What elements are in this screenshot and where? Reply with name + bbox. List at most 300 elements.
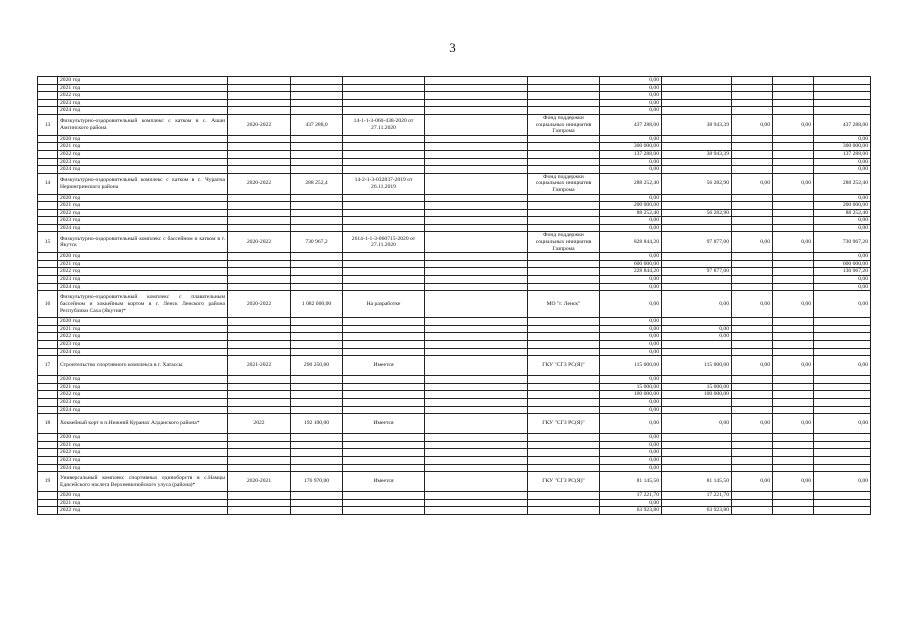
amount-cell: 0,00 — [773, 173, 814, 194]
blank-cell — [425, 291, 528, 318]
blank-cell — [425, 441, 528, 449]
amount-cell — [773, 202, 814, 210]
total-cell: 137 288,00 — [600, 150, 662, 158]
period-cell — [228, 348, 291, 356]
cost-cell — [291, 456, 343, 464]
document-cell — [343, 143, 425, 151]
row-number-cell — [38, 135, 58, 143]
object-name-cell: 2024 год — [58, 166, 228, 174]
table-body — [38, 77, 871, 515]
blank-cell — [425, 356, 528, 376]
period-cell — [228, 84, 291, 92]
total-cell: 0,00 — [600, 456, 662, 464]
amount-cell — [814, 492, 871, 500]
amount-cell — [773, 376, 814, 384]
amount-cell: 0,00 — [662, 291, 732, 318]
amount-cell — [732, 84, 773, 92]
amount-cell — [773, 217, 814, 225]
total-cell: 100 000,00 — [600, 391, 662, 399]
blank-cell — [425, 492, 528, 500]
source-cell — [528, 77, 600, 85]
amount-cell — [773, 348, 814, 356]
period-cell — [228, 441, 291, 449]
amount-cell: 0,00 — [773, 414, 814, 434]
blank-cell — [425, 383, 528, 391]
document-cell — [343, 158, 425, 166]
amount-cell — [732, 143, 773, 151]
amount-cell — [814, 341, 871, 349]
period-cell — [228, 217, 291, 225]
amount-cell: 0,00 — [814, 224, 871, 232]
amount-cell — [773, 99, 814, 107]
cost-cell — [291, 318, 343, 326]
blank-cell — [425, 224, 528, 232]
blank-cell — [425, 158, 528, 166]
total-cell: 0,00 — [600, 107, 662, 115]
blank-cell — [425, 499, 528, 507]
amount-cell: 100 000,00 — [662, 391, 732, 399]
period-cell — [228, 341, 291, 349]
amount-cell — [662, 434, 732, 442]
object-name-cell: 2022 год — [58, 150, 228, 158]
amount-cell — [773, 499, 814, 507]
blank-cell — [425, 449, 528, 457]
row-number-cell — [38, 333, 58, 341]
period-cell — [228, 260, 291, 268]
amount-cell — [732, 158, 773, 166]
table-row — [38, 114, 871, 135]
amount-cell — [662, 166, 732, 174]
document-cell — [343, 135, 425, 143]
amount-cell: 437 288,00 — [814, 114, 871, 135]
table-subrow — [38, 253, 871, 261]
object-name-cell: 2021 год — [58, 260, 228, 268]
total-cell: 228 844,20 — [600, 268, 662, 276]
total-cell: 0,00 — [600, 77, 662, 85]
amount-cell — [773, 92, 814, 100]
period-cell — [228, 499, 291, 507]
amount-cell — [732, 325, 773, 333]
document-cell — [343, 492, 425, 500]
total-cell: 0,00 — [600, 449, 662, 457]
amount-cell — [773, 276, 814, 284]
amount-cell — [662, 276, 732, 284]
blank-cell — [425, 464, 528, 472]
period-cell — [228, 268, 291, 276]
source-cell — [528, 194, 600, 202]
period-cell — [228, 283, 291, 291]
row-number-cell — [38, 434, 58, 442]
table-subrow — [38, 383, 871, 391]
amount-cell: 0,00 — [662, 333, 732, 341]
amount-cell — [662, 376, 732, 384]
amount-cell: 38 943,39 — [662, 150, 732, 158]
cost-cell — [291, 449, 343, 457]
amount-cell — [814, 333, 871, 341]
amount-cell — [773, 150, 814, 158]
source-cell — [528, 449, 600, 457]
amount-cell — [732, 398, 773, 406]
total-cell: 0,00 — [600, 464, 662, 472]
object-name-cell: 2020 год — [58, 434, 228, 442]
period-cell — [228, 507, 291, 515]
total-cell: 0,00 — [600, 414, 662, 434]
document-cell — [343, 456, 425, 464]
amount-cell — [732, 456, 773, 464]
cost-cell: 176 970,00 — [291, 472, 343, 492]
document-cell: На разработке — [343, 291, 425, 318]
amount-cell: 0,00 — [773, 232, 814, 253]
blank-cell — [425, 283, 528, 291]
amount-cell — [773, 253, 814, 261]
amount-cell — [814, 499, 871, 507]
amount-cell — [814, 376, 871, 384]
table-subrow — [38, 268, 871, 276]
table-row — [38, 414, 871, 434]
amount-cell — [773, 441, 814, 449]
amount-cell — [732, 499, 773, 507]
period-cell — [228, 449, 291, 457]
blank-cell — [425, 333, 528, 341]
document-cell: 14-2-1-3-032837-2019 от 26.11.2019 — [343, 173, 425, 194]
document-cell: Имеется — [343, 472, 425, 492]
object-name-cell: 2022 год — [58, 391, 228, 399]
amount-cell — [662, 260, 732, 268]
total-cell: 288 252,40 — [600, 173, 662, 194]
amount-cell — [662, 253, 732, 261]
amount-cell — [662, 449, 732, 457]
object-name-cell: 2023 год — [58, 158, 228, 166]
table-subrow — [38, 464, 871, 472]
period-cell — [228, 158, 291, 166]
document-cell — [343, 449, 425, 457]
amount-cell — [732, 217, 773, 225]
blank-cell — [425, 507, 528, 515]
period-cell — [228, 333, 291, 341]
amount-cell: 15 000,00 — [662, 383, 732, 391]
amount-cell — [773, 283, 814, 291]
row-number-cell — [38, 202, 58, 210]
amount-cell — [773, 492, 814, 500]
document-cell — [343, 507, 425, 515]
document-cell — [343, 406, 425, 414]
amount-cell: 0,00 — [662, 414, 732, 434]
document-cell: 14-1-1-3-060-438-2020 от 27.11.2020 — [343, 114, 425, 135]
amount-cell — [662, 341, 732, 349]
amount-cell: 0,00 — [814, 253, 871, 261]
period-cell — [228, 135, 291, 143]
document-cell — [343, 209, 425, 217]
document-cell — [343, 283, 425, 291]
cost-cell — [291, 84, 343, 92]
amount-cell: 0,00 — [773, 114, 814, 135]
document-cell — [343, 84, 425, 92]
period-cell — [228, 318, 291, 326]
period-cell: 2020-2022 — [228, 232, 291, 253]
object-name-cell: Физкультурно-оздоровительный комплекс с катком в с. Ашан Амгинского района — [58, 114, 228, 135]
cost-cell — [291, 325, 343, 333]
amount-cell — [814, 383, 871, 391]
cost-cell — [291, 202, 343, 210]
blank-cell — [425, 268, 528, 276]
amount-cell — [814, 464, 871, 472]
source-cell — [528, 398, 600, 406]
amount-cell — [732, 318, 773, 326]
amount-cell — [732, 166, 773, 174]
table-subrow — [38, 391, 871, 399]
amount-cell — [773, 464, 814, 472]
amount-cell — [662, 202, 732, 210]
amount-cell: 0,00 — [773, 472, 814, 492]
source-cell — [528, 325, 600, 333]
row-number-cell — [38, 143, 58, 151]
amount-cell — [773, 325, 814, 333]
table-subrow — [38, 84, 871, 92]
amount-cell: 0,00 — [732, 291, 773, 318]
blank-cell — [425, 84, 528, 92]
row-number-cell — [38, 209, 58, 217]
document-cell — [343, 325, 425, 333]
table-subrow — [38, 217, 871, 225]
amount-cell — [732, 449, 773, 457]
document-cell — [343, 398, 425, 406]
period-cell — [228, 434, 291, 442]
amount-cell: 0,00 — [814, 217, 871, 225]
object-name-cell: 2021 год — [58, 383, 228, 391]
amount-cell — [732, 492, 773, 500]
amount-cell: 0,00 — [773, 356, 814, 376]
table-subrow — [38, 99, 871, 107]
table-subrow — [38, 150, 871, 158]
amount-cell — [662, 348, 732, 356]
row-number-cell — [38, 283, 58, 291]
table-subrow — [38, 143, 871, 151]
source-cell: Фонд поддержки социальных инициатив Газпрома — [528, 114, 600, 135]
table-subrow — [38, 333, 871, 341]
period-cell — [228, 376, 291, 384]
amount-cell — [732, 348, 773, 356]
row-number-cell — [38, 268, 58, 276]
source-cell — [528, 376, 600, 384]
object-name-cell: 2020 год — [58, 194, 228, 202]
source-cell: ГКУ "СГЗ РС(Я)" — [528, 414, 600, 434]
amount-cell — [773, 391, 814, 399]
amount-cell — [773, 333, 814, 341]
amount-cell — [732, 276, 773, 284]
amount-cell: 0,00 — [732, 472, 773, 492]
period-cell — [228, 383, 291, 391]
amount-cell — [662, 92, 732, 100]
amount-cell — [814, 507, 871, 515]
amount-cell: 0,00 — [814, 135, 871, 143]
row-number-cell: 15 — [38, 232, 58, 253]
amount-cell — [773, 434, 814, 442]
amount-cell: 0,00 — [814, 194, 871, 202]
amount-cell — [773, 456, 814, 464]
object-name-cell: 2021 год — [58, 499, 228, 507]
amount-cell: 0,00 — [814, 472, 871, 492]
total-cell: 0,00 — [600, 135, 662, 143]
blank-cell — [425, 166, 528, 174]
document-cell — [343, 464, 425, 472]
table-subrow — [38, 107, 871, 115]
blank-cell — [425, 150, 528, 158]
cost-cell — [291, 260, 343, 268]
amount-cell — [814, 107, 871, 115]
object-name-cell: 2024 год — [58, 348, 228, 356]
period-cell — [228, 253, 291, 261]
source-cell — [528, 333, 600, 341]
total-cell: 0,00 — [600, 434, 662, 442]
total-cell: 0,00 — [600, 253, 662, 261]
object-name-cell: 2022 год — [58, 333, 228, 341]
object-name-cell: 2021 год — [58, 441, 228, 449]
source-cell — [528, 348, 600, 356]
amount-cell — [662, 224, 732, 232]
object-name-cell: 2022 год — [58, 507, 228, 515]
amount-cell: 0,00 — [732, 414, 773, 434]
table-subrow — [38, 507, 871, 515]
amount-cell — [732, 283, 773, 291]
row-number-cell — [38, 194, 58, 202]
amount-cell — [662, 143, 732, 151]
document-cell — [343, 92, 425, 100]
amount-cell — [814, 434, 871, 442]
object-name-cell: 2024 год — [58, 107, 228, 115]
total-cell: 0,00 — [600, 224, 662, 232]
total-cell: 63 923,80 — [600, 507, 662, 515]
object-name-cell: Строительство спортивного комплекса в г. Хатассы — [58, 356, 228, 376]
object-name-cell: 2024 год — [58, 283, 228, 291]
period-cell: 2020-2022 — [228, 291, 291, 318]
amount-cell: 97 877,00 — [662, 268, 732, 276]
amount-cell — [773, 260, 814, 268]
cost-cell — [291, 135, 343, 143]
cost-cell — [291, 383, 343, 391]
amount-cell: 81 145,50 — [662, 472, 732, 492]
amount-cell — [732, 224, 773, 232]
cost-cell — [291, 276, 343, 284]
total-cell: 0,00 — [600, 398, 662, 406]
table-row — [38, 291, 871, 318]
amount-cell — [814, 318, 871, 326]
blank-cell — [425, 406, 528, 414]
total-cell: 0,00 — [600, 99, 662, 107]
amount-cell — [773, 383, 814, 391]
amount-cell — [662, 318, 732, 326]
blank-cell — [425, 92, 528, 100]
row-number-cell — [38, 449, 58, 457]
row-number-cell — [38, 158, 58, 166]
total-cell: 0,00 — [600, 84, 662, 92]
cost-cell — [291, 92, 343, 100]
blank-cell — [425, 414, 528, 434]
period-cell — [228, 92, 291, 100]
amount-cell: 137 288,00 — [814, 150, 871, 158]
document-cell — [343, 276, 425, 284]
table-subrow — [38, 341, 871, 349]
blank-cell — [425, 143, 528, 151]
document-cell — [343, 268, 425, 276]
total-cell: 81 145,50 — [600, 472, 662, 492]
cost-cell — [291, 143, 343, 151]
object-name-cell: Хоккейный корт в п.Нижний Куранах Алданского района* — [58, 414, 228, 434]
period-cell — [228, 398, 291, 406]
period-cell — [228, 99, 291, 107]
row-number-cell — [38, 341, 58, 349]
source-cell — [528, 253, 600, 261]
cost-cell: 437 288,0 — [291, 114, 343, 135]
total-cell: 0,00 — [600, 92, 662, 100]
table-subrow — [38, 260, 871, 268]
amount-cell — [773, 107, 814, 115]
amount-cell — [732, 209, 773, 217]
document-cell — [343, 318, 425, 326]
total-cell: 600 000,00 — [600, 260, 662, 268]
object-name-cell: 2023 год — [58, 217, 228, 225]
amount-cell — [814, 84, 871, 92]
amount-cell: 0,00 — [732, 232, 773, 253]
source-cell — [528, 209, 600, 217]
cost-cell: 290 250,00 — [291, 356, 343, 376]
amount-cell — [732, 376, 773, 384]
amount-cell — [814, 398, 871, 406]
object-name-cell: 2021 год — [58, 143, 228, 151]
source-cell — [528, 507, 600, 515]
row-number-cell — [38, 318, 58, 326]
page-number: 3 — [449, 40, 456, 55]
source-cell — [528, 260, 600, 268]
table-subrow — [38, 492, 871, 500]
period-cell: 2022 — [228, 414, 291, 434]
table-subrow — [38, 77, 871, 85]
row-number-cell — [38, 253, 58, 261]
table-subrow — [38, 194, 871, 202]
row-number-cell — [38, 276, 58, 284]
row-number-cell — [38, 348, 58, 356]
amount-cell — [732, 268, 773, 276]
amount-cell — [732, 194, 773, 202]
amount-cell — [732, 253, 773, 261]
amount-cell — [732, 441, 773, 449]
document-cell: Имеется — [343, 356, 425, 376]
period-cell — [228, 209, 291, 217]
amount-cell — [662, 283, 732, 291]
amount-cell — [773, 135, 814, 143]
row-number-cell — [38, 383, 58, 391]
table-subrow — [38, 456, 871, 464]
amount-cell — [662, 464, 732, 472]
amount-cell: 88 252,40 — [814, 209, 871, 217]
cost-cell: 730 967,2 — [291, 232, 343, 253]
period-cell — [228, 325, 291, 333]
total-cell: 15 000,00 — [600, 383, 662, 391]
cost-cell — [291, 77, 343, 85]
object-name-cell: 2022 год — [58, 268, 228, 276]
row-number-cell — [38, 107, 58, 115]
period-cell: 2020-2022 — [228, 114, 291, 135]
object-name-cell: 2023 год — [58, 341, 228, 349]
object-name-cell: 2020 год — [58, 253, 228, 261]
row-number-cell — [38, 376, 58, 384]
amount-cell — [773, 194, 814, 202]
row-number-cell — [38, 464, 58, 472]
table-subrow — [38, 318, 871, 326]
period-cell — [228, 464, 291, 472]
table-subrow — [38, 158, 871, 166]
row-number-cell — [38, 260, 58, 268]
document-cell — [343, 333, 425, 341]
